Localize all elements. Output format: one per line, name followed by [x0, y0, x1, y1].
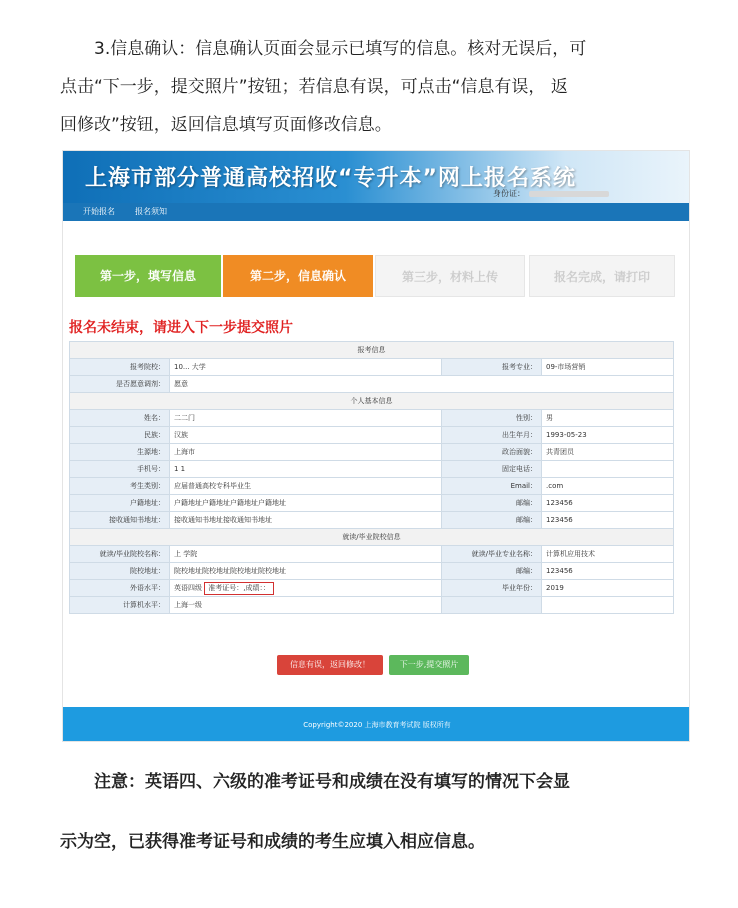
note-paragraph: [60, 752, 700, 872]
school-major-label: 就读/毕业专业名称：: [442, 546, 542, 563]
note-line-2: 示为空，已获得准考证号和成绩的考生应填入相应信息。: [60, 832, 485, 852]
section-apply-info: 报考信息: [70, 342, 674, 359]
hukou-label: 户籍地址：: [70, 495, 170, 512]
school-postcode-value: 123456: [542, 563, 674, 580]
postcode-1-value: 123456: [542, 495, 674, 512]
email-label: Email：: [442, 478, 542, 495]
site-title: 上海市部分普通高校招收“专升本”网上报名系统: [85, 166, 576, 191]
ethnic-value: 汉族: [170, 427, 442, 444]
apply-school-value: 10... 大学: [170, 359, 442, 376]
mail-address-label: 接收通知书地址：: [70, 512, 170, 529]
computer-label: 计算机水平：: [70, 597, 170, 614]
political-value: 共青团员: [542, 444, 674, 461]
embedded-screenshot: [62, 150, 690, 742]
intro-paragraph: [60, 30, 700, 144]
english-detail-highlight: 准考证号：,成绩：：: [204, 582, 274, 595]
section-personal-info: 个人基本信息: [70, 393, 674, 410]
postcode-1-label: 邮编：: [442, 495, 542, 512]
adjust-value: 愿意: [170, 376, 674, 393]
origin-value: 上海市: [170, 444, 442, 461]
computer-value: 上海一级: [170, 597, 442, 614]
school-major-value: 计算机应用技术: [542, 546, 674, 563]
school-name-label: 就读/毕业院校名称：: [70, 546, 170, 563]
origin-label: 生源地：: [70, 444, 170, 461]
english-cell: [170, 580, 442, 597]
nav-item-start[interactable]: 开始报名: [83, 207, 115, 216]
adjust-label: 是否愿意调剂：: [70, 376, 170, 393]
mobile-value: 1 1: [170, 461, 442, 478]
empty-value: [542, 597, 674, 614]
school-postcode-label: 邮编：: [442, 563, 542, 580]
step-4-complete: 报名完成，请打印: [529, 255, 675, 297]
gradyear-label: 毕业年份：: [442, 580, 542, 597]
political-label: 政治面貌：: [442, 444, 542, 461]
school-address-label: 院校地址：: [70, 563, 170, 580]
id-label: 身份证：: [493, 189, 525, 198]
intro-line-2: 点击“下一步，提交照片”按钮；若信息有误，可点击“信息有误， 返: [60, 77, 568, 97]
apply-major-value: 09-市场营销: [542, 359, 674, 376]
birth-label: 出生年月：: [442, 427, 542, 444]
english-label: 外语水平：: [70, 580, 170, 597]
step-2-confirm-info: 第二步，信息确认: [223, 255, 373, 297]
mail-address-value: 接收通知书地址接收通知书地址: [170, 512, 442, 529]
ethnic-label: 民族：: [70, 427, 170, 444]
gender-value: 男: [542, 410, 674, 427]
warning-message: 报名未结束，请进入下一步提交照片: [69, 320, 293, 336]
intro-line-1: 3.信息确认：信息确认页面会显示已填写的信息。核对无误后，可: [94, 39, 587, 59]
step-3-upload: 第三步，材料上传: [375, 255, 525, 297]
category-value: 应届普通高校专科毕业生: [170, 478, 442, 495]
hukou-value: 户籍地址户籍地址户籍地址户籍地址: [170, 495, 442, 512]
postcode-2-label: 邮编：: [442, 512, 542, 529]
gender-label: 性别：: [442, 410, 542, 427]
gradyear-value: 2019: [542, 580, 674, 597]
birth-value: 1993-05-23: [542, 427, 674, 444]
section-school-info: 就读/毕业院校信息: [70, 529, 674, 546]
empty-label: [442, 597, 542, 614]
intro-line-3: 回修改”按钮，返回信息填写页面修改信息。: [60, 115, 392, 135]
school-address-value: 院校地址院校地址院校地址院校地址: [170, 563, 442, 580]
nav-item-notice[interactable]: 报名须知: [135, 207, 167, 216]
name-label: 姓名：: [70, 410, 170, 427]
next-submit-photo-button[interactable]: 下一步,提交照片: [389, 655, 469, 675]
nav-bar: [63, 203, 690, 221]
phone-label: 固定电话：: [442, 461, 542, 478]
note-line-1: 注意：英语四、六级的准考证号和成绩在没有填写的情况下会显: [94, 772, 570, 792]
school-name-value: 上 学院: [170, 546, 442, 563]
copyright-footer: Copyright©2020 上海市教育考试院 版权所有: [63, 707, 690, 742]
mobile-label: 手机号：: [70, 461, 170, 478]
apply-school-label: 报考院校：: [70, 359, 170, 376]
english-value: 英语四级: [174, 583, 202, 592]
category-label: 考生类别：: [70, 478, 170, 495]
info-table: [69, 341, 674, 614]
postcode-2-value: 123456: [542, 512, 674, 529]
site-banner: [63, 151, 690, 203]
phone-value: [542, 461, 674, 478]
back-to-edit-button[interactable]: 信息有误，返回修改！: [277, 655, 383, 675]
name-value: 二二门: [170, 410, 442, 427]
step-1-fill-info: 第一步，填写信息: [75, 255, 221, 297]
apply-major-label: 报考专业：: [442, 359, 542, 376]
id-value-redacted: [529, 191, 609, 197]
email-value: .com: [542, 478, 674, 495]
